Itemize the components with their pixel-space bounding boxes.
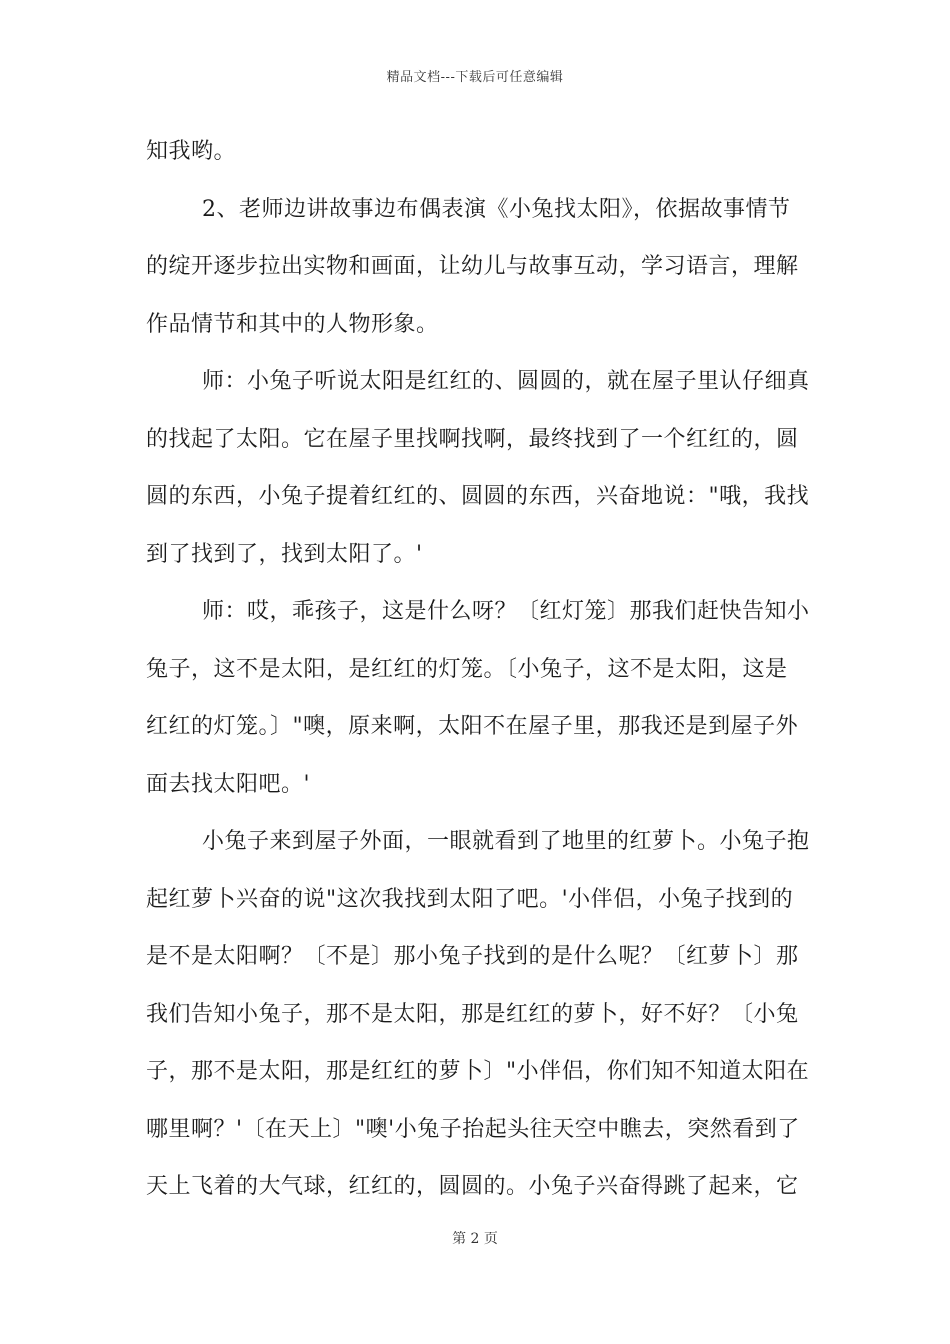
text-line: 天上飞着的大气球，红红的，圆圆的。小兔子兴奋得跳了起来，它 xyxy=(146,1174,799,1199)
text-line: 圆的东西，小兔子提着红红的、圆圆的东西，兴奋地说："哦，我找 xyxy=(146,484,810,509)
document-body xyxy=(146,130,810,1223)
text-line: 我们告知小兔子，那不是太阳，那是红红的萝卜，好不好？〔小兔 xyxy=(146,1001,799,1027)
text-line: 哪里啊？'〔在天上〕"噢'小兔子抬起头往天空中瞧去，突然看到了 xyxy=(146,1116,800,1142)
text-line: 起红萝卜兴奋的说"这次我找到太阳了吧。'小伴侣，小兔子找到的 xyxy=(146,886,794,912)
text-line: 是不是太阳啊？〔不是〕那小兔子找到的是什么呢？〔红萝卜〕那 xyxy=(146,944,799,969)
text-line: 知我哟。 xyxy=(146,139,237,164)
text-line: 兔子，这不是太阳，是红红的灯笼。〔小兔子，这不是太阳，这是 xyxy=(146,656,788,682)
text-line: 师：哎，乖孩子，这是什么呀？〔红灯笼〕那我们赶快告知小 xyxy=(202,599,810,624)
text-line: 子，那不是太阳，那是红红的萝卜〕"小伴侣，你们知不知道太阳在 xyxy=(146,1059,810,1084)
text-line: 2、老师边讲故事边布偶表演《小兔找太阳》，依据故事情节 xyxy=(202,196,791,222)
text-line: 到了找到了，找到太阳了。' xyxy=(146,541,423,567)
text-line: 小兔子来到屋子外面，一眼就看到了地里的红萝卜。小兔子抱 xyxy=(202,829,810,854)
text-line: 的找起了太阳。它在屋子里找啊找啊，最终找到了一个红红的，圆 xyxy=(146,426,799,452)
text-line: 红红的灯笼。〕"噢，原来啊，太阳不在屋子里，那我还是到屋子外 xyxy=(146,714,799,739)
page-header: 精品文档---下载后可任意编辑 xyxy=(386,70,564,85)
text-line: 作品情节和其中的人物形象。 xyxy=(146,311,439,337)
text-line: 面去找太阳吧。' xyxy=(146,771,311,797)
text-line: 师：小兔子听说太阳是红红的、圆圆的，就在屋子里认仔细真 xyxy=(202,369,810,394)
page-number: 第 2 页 xyxy=(452,1231,498,1247)
text-line: 的绽开逐步拉出实物和画面，让幼儿与故事互动，学习语言，理解 xyxy=(146,254,799,279)
